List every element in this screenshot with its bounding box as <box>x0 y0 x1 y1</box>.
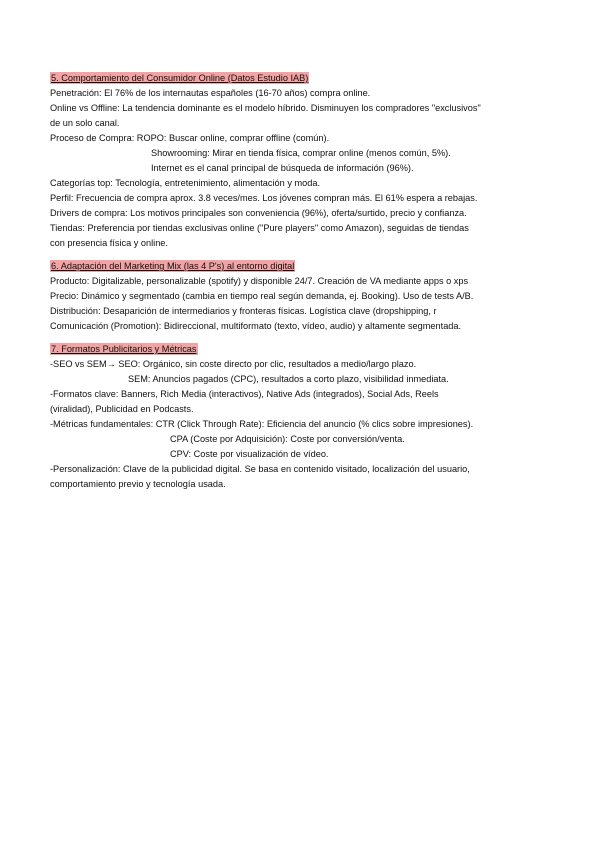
section-marketing-mix <box>50 260 560 334</box>
text-line: Showrooming: Mirar en tienda física, comprar online (menos común, 5%). <box>151 148 451 158</box>
section-consumer-behavior <box>50 72 560 251</box>
text-line: -Métricas fundamentales: CTR (Click Through Rate): Eficiencia del anuncio (% clics sobre impresiones). <box>50 419 474 429</box>
text-line: -Personalización: Clave de la publicidad digital. Se basa en contenido visitado, localización del usuario, <box>50 464 470 474</box>
text-line: Online vs Offline: La tendencia dominante es el modelo híbrido. Disminuyen los compradores "exclusivos" <box>50 103 481 113</box>
text-line: de un solo canal. <box>50 118 120 128</box>
text-line: Internet es el canal principal de búsqueda de información (96%). <box>151 163 414 173</box>
text-line: Comunicación (Promotion): Bidireccional, multiformato (texto, vídeo, audio) y altamente segmentada. <box>50 321 462 331</box>
text-line: Distribución: Desaparición de intermediarios y fronteras físicas. Logística clave (dropshipping, r <box>50 306 437 316</box>
text-line: Penetración: El 76% de los internautas españoles (16-70 años) compra online. <box>50 88 371 98</box>
section-heading: 6. Adaptación del Marketing Mix (las 4 P's) al entorno digital <box>51 261 295 271</box>
text-line: CPA (Coste por Adquisición): Coste por conversión/venta. <box>170 434 405 444</box>
text-line: -Formatos clave: Banners, Rich Media (interactivos), Native Ads (integrados), Social Ads, Reels <box>50 389 439 399</box>
text-line: (viralidad), Publicidad en Podcasts. <box>50 404 194 414</box>
document-content <box>50 72 560 501</box>
text-line: Drivers de compra: Los motivos principales son conveniencia (96%), oferta/surtido, precio y confianza. <box>50 208 467 218</box>
text-line: Precio: Dinámico y segmentado (cambia en tiempo real según demanda, ej. Booking). Uso de tests A/B. <box>50 291 474 301</box>
section-heading: 5. Comportamiento del Consumidor Online (Datos Estudio IAB) <box>51 73 309 83</box>
text-line: Producto: Digitalizable, personalizable (spotify) y disponible 24/7. Creación de VA mediante apps o xps <box>50 276 469 286</box>
text-line: con presencia física y online. <box>50 238 168 248</box>
text-line: Categorías top: Tecnología, entretenimiento, alimentación y moda. <box>50 178 320 188</box>
text-line: comportamiento previo y tecnología usada. <box>50 479 226 489</box>
text-line: CPV: Coste por visualización de vídeo. <box>170 449 329 459</box>
section-ad-formats-metrics <box>50 343 560 492</box>
section-heading: 7. Formatos Publicitarios y Métricas <box>51 344 197 354</box>
text-line: Perfil: Frecuencia de compra aprox. 3.8 veces/mes. Los jóvenes compran más. El 61% espera a rebajas. <box>50 193 478 203</box>
text-line: Proceso de Compra: ROPO: Buscar online, comprar offline (común). <box>50 133 330 143</box>
text-line: -SEO vs SEM→ SEO: Orgánico, sin coste directo por clic, resultados a medio/largo plazo. <box>50 359 417 369</box>
text-line: SEM: Anuncios pagados (CPC), resultados a corto plazo, visibilidad inmediata. <box>128 374 449 384</box>
text-line: Tiendas: Preferencia por tiendas exclusivas online ("Pure players" como Amazon), seguidas de tiendas <box>50 223 469 233</box>
